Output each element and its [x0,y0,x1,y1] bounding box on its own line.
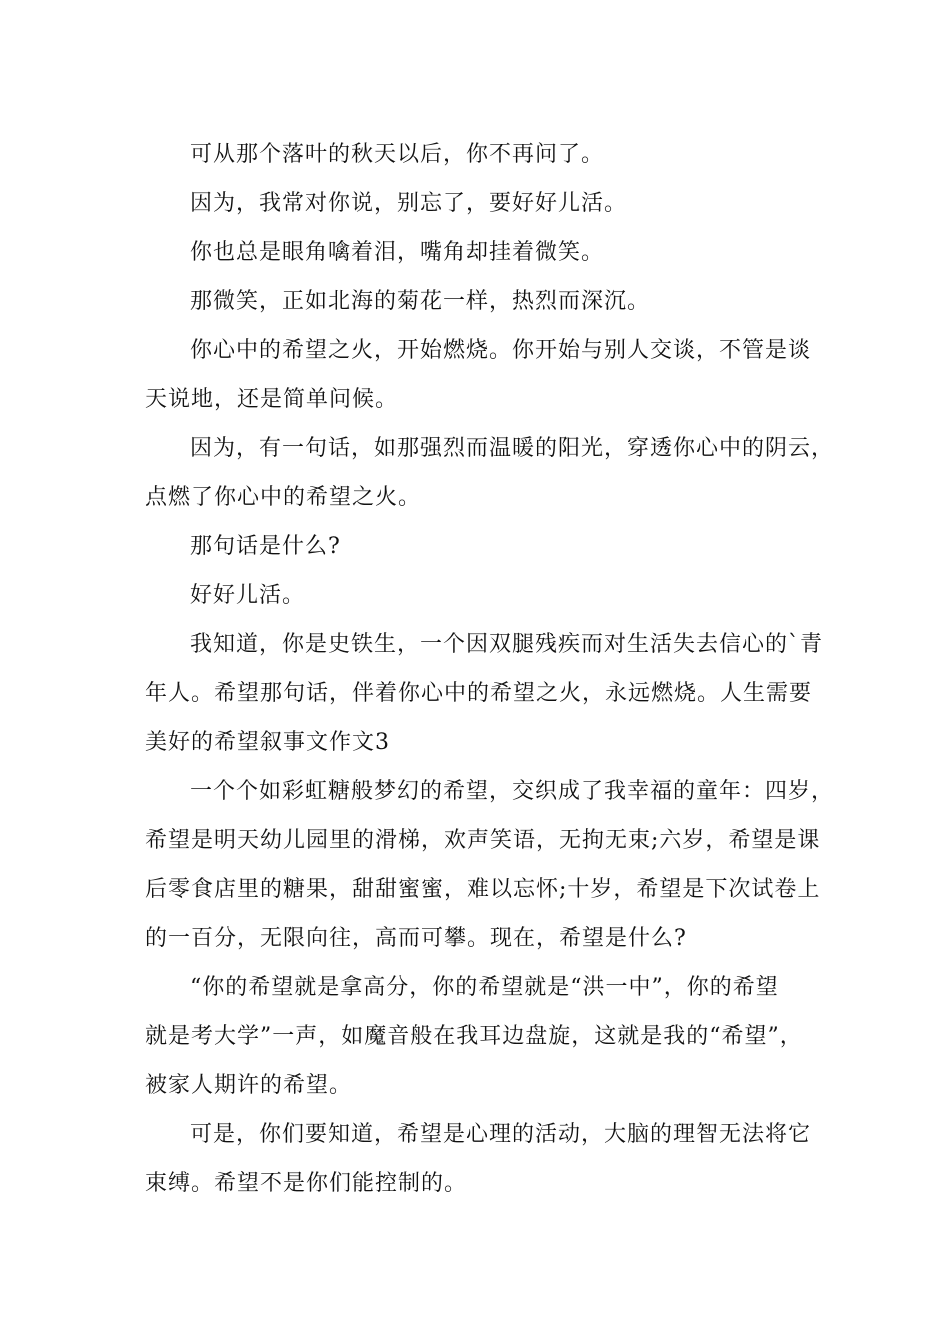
paragraph [145,620,825,767]
text-line: 被家人期许的希望。 [145,1073,353,1098]
paragraph [145,767,835,963]
paragraph [145,1110,825,1208]
text-line: 因为，我常对你说，别忘了，要好好儿活。 [190,191,628,216]
text-line: 我知道，你是史铁生，一个因双腿残疾而对生活失去信心的`青 [190,632,824,657]
paragraph [145,522,825,571]
paragraph [145,424,835,522]
text-line: 因为，有一句话，如那强烈而温暖的阳光，穿透你心中的阴云， [190,436,835,461]
text-line: 你也总是眼角噙着泪，嘴角却挂着微笑。 [190,240,605,265]
paragraph [145,963,825,1110]
text-line: 束缚。希望不是你们能控制的。 [145,1171,468,1196]
text-line: 好好儿活。 [190,583,306,608]
text-line: 天说地，还是简单问候。 [145,387,399,412]
paragraph [145,179,825,228]
text-line: 年人。希望那句话，伴着你心中的希望之火，永远燃烧。人生需要 [145,681,813,706]
text-line: 可从那个落叶的秋天以后，你不再问了。 [190,142,605,167]
text-line: 那微笑，正如北海的菊花一样，热烈而深沉。 [190,289,651,314]
text-line: 的一百分，无限向往，高而可攀。现在，希望是什么? [145,926,687,951]
paragraph [145,326,825,424]
text-line: 美好的希望叙事文作文3 [145,730,390,755]
text-line: 那句话是什么? [190,534,341,559]
text-line: 后零食店里的糖果，甜甜蜜蜜，难以忘怀;十岁，希望是下次试卷上 [145,877,821,902]
text-line: 你心中的希望之火，开始燃烧。你开始与别人交谈，不管是谈 [190,338,812,363]
paragraph [145,277,825,326]
text-line: 就是考大学”一声，如魔音般在我耳边盘旋，这就是我的“希望”， [145,1024,803,1049]
text-line: 一个个如彩虹糖般梦幻的希望，交织成了我幸福的童年：四岁， [190,779,835,804]
text-line: 希望是明天幼儿园里的滑梯，欢声笑语，无拘无束;六岁，希望是课 [145,828,821,853]
text-line: “你的希望就是拿高分，你的希望就是“洪一中”，你的希望 [190,975,779,1000]
paragraph [145,228,825,277]
text-line: 点燃了你心中的希望之火。 [145,485,422,510]
text-line: 可是，你们要知道，希望是心理的活动，大脑的理智无法将它 [190,1122,812,1147]
paragraph [145,130,825,179]
document-body [145,130,835,1208]
paragraph [145,571,825,620]
